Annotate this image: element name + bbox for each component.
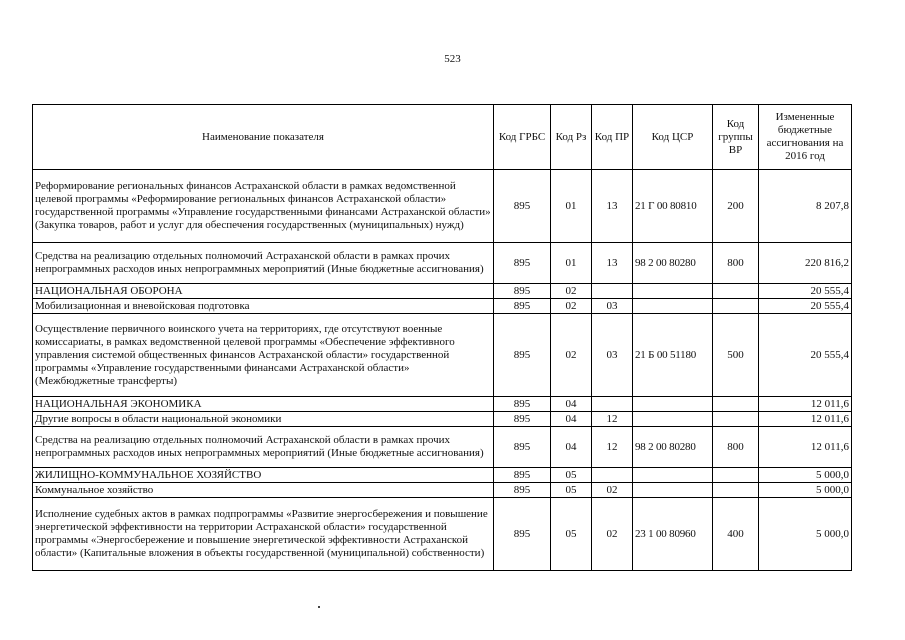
header-grbs: Код ГРБС (494, 105, 551, 170)
row-grbs: 895 (494, 243, 551, 284)
row-vr: 800 (713, 427, 759, 468)
header-vr: Код группы ВР (713, 105, 759, 170)
row-pr: 12 (592, 427, 633, 468)
table-row (33, 498, 852, 571)
row-amount: 220 816,2 (759, 243, 852, 284)
row-amount: 20 555,4 (759, 299, 852, 314)
row-grbs: 895 (494, 427, 551, 468)
row-csr: 23 1 00 80960 (633, 498, 713, 571)
row-vr: 800 (713, 243, 759, 284)
row-vr (713, 284, 759, 299)
row-name: ЖИЛИЩНО-КОММУНАЛЬНОЕ ХОЗЯЙСТВО (33, 468, 494, 483)
row-name: Средства на реализацию отдельных полномочий Астраханской области в рамках прочих непрограммных расходов иных непрограммных мероприятий (Иные бюджетные ассигнования) (33, 427, 494, 468)
row-pr (592, 284, 633, 299)
row-grbs: 895 (494, 483, 551, 498)
row-grbs: 895 (494, 498, 551, 571)
row-name: Коммунальное хозяйство (33, 483, 494, 498)
row-pr (592, 468, 633, 483)
row-rz: 01 (551, 243, 592, 284)
row-name: Средства на реализацию отдельных полномочий Астраханской области в рамках прочих непрограммных расходов иных непрограммных мероприятий (Иные бюджетные ассигнования) (33, 243, 494, 284)
row-csr (633, 468, 713, 483)
row-amount: 5 000,0 (759, 498, 852, 571)
row-grbs: 895 (494, 299, 551, 314)
row-grbs: 895 (494, 314, 551, 397)
row-pr (592, 397, 633, 412)
row-amount: 12 011,6 (759, 397, 852, 412)
row-name: НАЦИОНАЛЬНАЯ ОБОРОНА (33, 284, 494, 299)
table-row (33, 284, 852, 299)
row-amount: 12 011,6 (759, 427, 852, 468)
row-csr: 21 Г 00 80810 (633, 170, 713, 243)
table-row (33, 314, 852, 397)
row-rz: 04 (551, 427, 592, 468)
row-grbs: 895 (494, 468, 551, 483)
row-vr (713, 397, 759, 412)
row-csr: 21 Б 00 51180 (633, 314, 713, 397)
row-rz: 02 (551, 314, 592, 397)
row-vr: 400 (713, 498, 759, 571)
row-rz: 04 (551, 412, 592, 427)
row-amount: 20 555,4 (759, 314, 852, 397)
row-rz: 05 (551, 468, 592, 483)
row-vr: 500 (713, 314, 759, 397)
row-name: Осуществление первичного воинского учета на территориях, где отсутствуют военные комиссариаты, в рамках ведомственной целевой программы «Обеспечение эффективного управления системой общественных финансов Астраханской области» государственной программы «Управление государственными финансами Астраханской области» (Межбюджетные трансферты) (33, 314, 494, 397)
header-name: Наименование показателя (33, 105, 494, 170)
row-name: Мобилизационная и вневойсковая подготовка (33, 299, 494, 314)
row-vr (713, 483, 759, 498)
row-rz: 02 (551, 299, 592, 314)
row-grbs: 895 (494, 170, 551, 243)
table-row (33, 397, 852, 412)
row-amount: 8 207,8 (759, 170, 852, 243)
row-pr: 03 (592, 314, 633, 397)
row-name: Другие вопросы в области национальной экономики (33, 412, 494, 427)
row-amount: 20 555,4 (759, 284, 852, 299)
row-grbs: 895 (494, 412, 551, 427)
row-vr (713, 299, 759, 314)
table-row (33, 243, 852, 284)
header-rz: Код Рз (551, 105, 592, 170)
row-amount: 5 000,0 (759, 483, 852, 498)
row-pr: 12 (592, 412, 633, 427)
row-rz: 05 (551, 483, 592, 498)
row-csr (633, 284, 713, 299)
row-rz: 04 (551, 397, 592, 412)
row-rz: 02 (551, 284, 592, 299)
row-pr: 02 (592, 483, 633, 498)
row-name: Исполнение судебных актов в рамках подпрограммы «Развитие энергосбережения и повышение энергетической эффективности на территории Астраханской области» государственной программы «Энергосбережение и повышение энергетической эффективности Астраханской области» (Капитальные вложения в объекты государственной (муниципальной) собственности) (33, 498, 494, 571)
header-amount: Измененные бюджетные ассигнования на 2016 год (759, 105, 852, 170)
row-rz: 05 (551, 498, 592, 571)
table-row (33, 170, 852, 243)
table-header-row (33, 105, 852, 170)
table-row (33, 299, 852, 314)
row-csr: 98 2 00 80280 (633, 243, 713, 284)
scan-speck (318, 606, 320, 608)
page-number: 523 (444, 53, 461, 65)
table-row (33, 468, 852, 483)
row-pr: 13 (592, 170, 633, 243)
row-grbs: 895 (494, 284, 551, 299)
header-csr: Код ЦСР (633, 105, 713, 170)
row-amount: 12 011,6 (759, 412, 852, 427)
row-name: Реформирование региональных финансов Астраханской области в рамках ведомственной целевой программы «Реформирование региональных финансов Астраханской области» государственной программы «Управление государственными финансами Астраханской области» (Закупка товаров, работ и услуг для обеспечения государственных (муниципальных) нужд) (33, 170, 494, 243)
row-pr: 03 (592, 299, 633, 314)
header-pr: Код ПР (592, 105, 633, 170)
budget-table (32, 104, 852, 571)
row-pr: 02 (592, 498, 633, 571)
row-csr (633, 483, 713, 498)
row-amount: 5 000,0 (759, 468, 852, 483)
row-csr (633, 412, 713, 427)
row-rz: 01 (551, 170, 592, 243)
row-csr (633, 299, 713, 314)
row-pr: 13 (592, 243, 633, 284)
row-vr (713, 468, 759, 483)
table-row (33, 483, 852, 498)
row-csr: 98 2 00 80280 (633, 427, 713, 468)
row-name: НАЦИОНАЛЬНАЯ ЭКОНОМИКА (33, 397, 494, 412)
table-row (33, 412, 852, 427)
row-csr (633, 397, 713, 412)
row-vr: 200 (713, 170, 759, 243)
row-vr (713, 412, 759, 427)
table-row (33, 427, 852, 468)
row-grbs: 895 (494, 397, 551, 412)
